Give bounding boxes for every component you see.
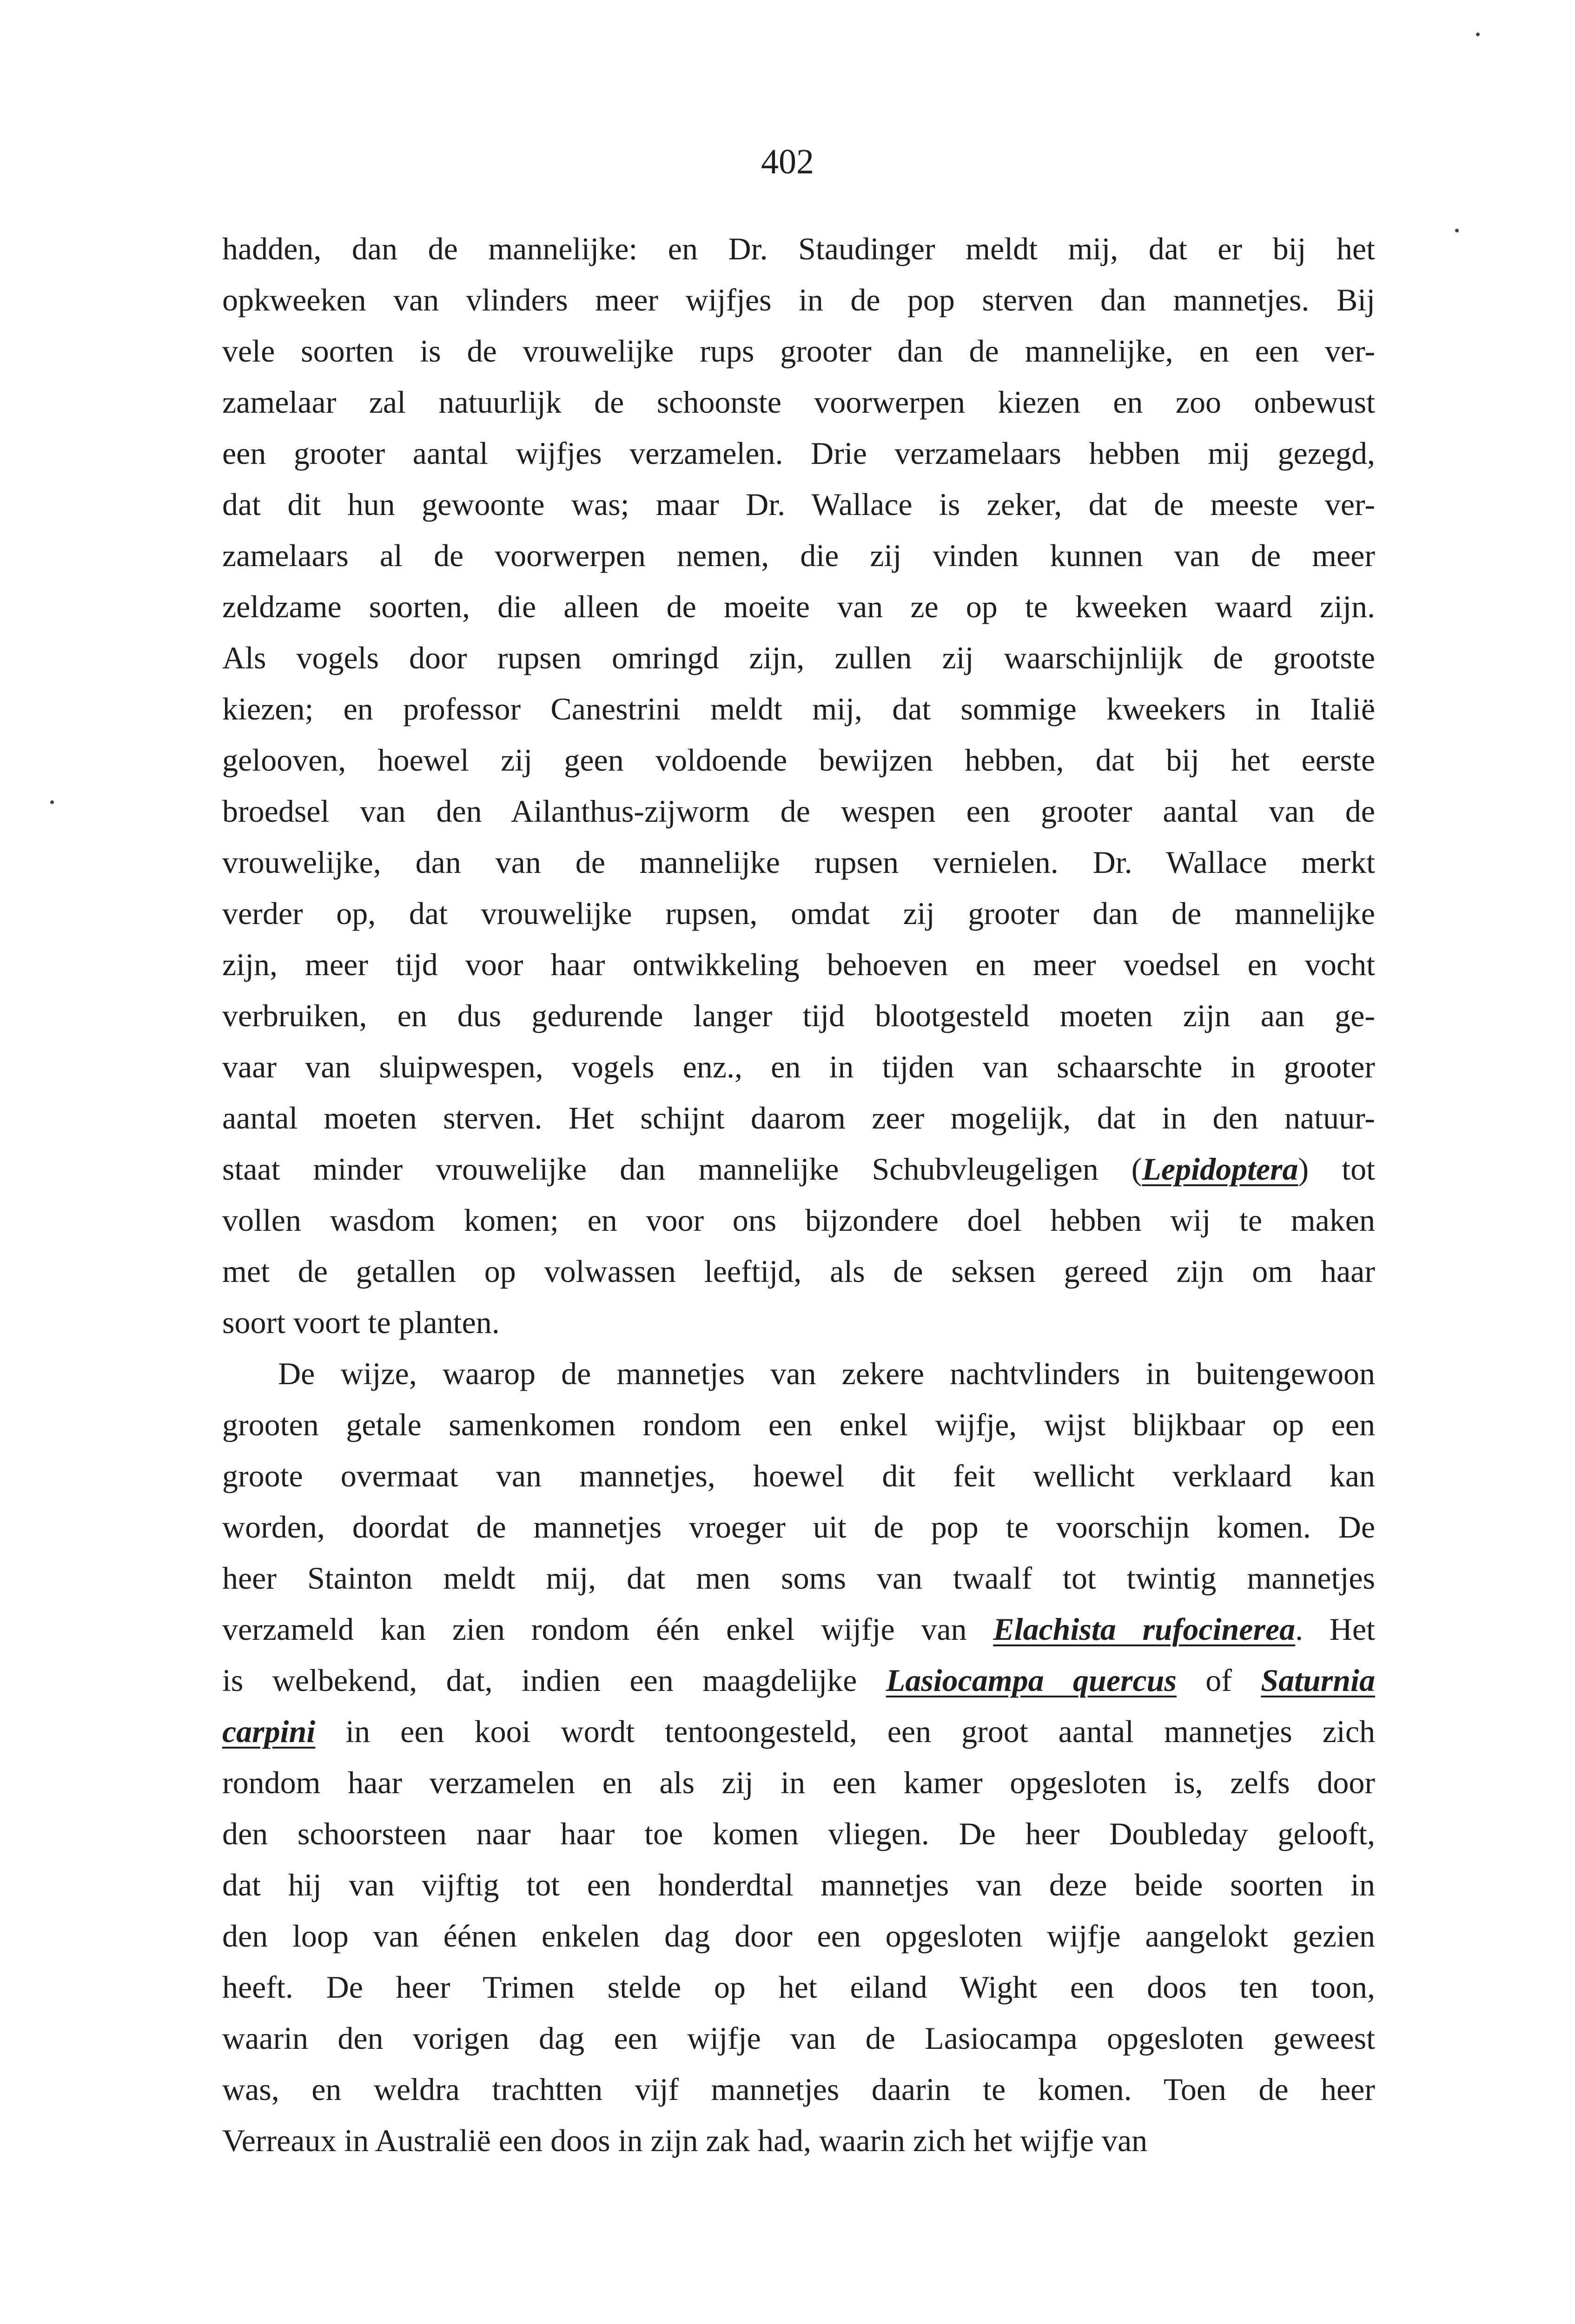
text-line	[222, 1092, 1375, 1143]
text-segment: of	[1176, 1663, 1261, 1698]
text-segment: De wijze, waarop de mannetjes van zekere nachtvlinders in buitengewoon	[278, 1356, 1375, 1391]
text-line	[222, 1859, 1375, 1910]
text-line	[222, 2013, 1375, 2064]
text-line	[222, 274, 1375, 325]
species-name: Saturnia	[1261, 1663, 1375, 1698]
text-line	[222, 683, 1375, 734]
text-line	[222, 2115, 1375, 2166]
text-line	[222, 1195, 1375, 1246]
text-segment: groote overmaat van mannetjes, hoewel dit feit wellicht verklaard kan	[222, 1458, 1375, 1493]
paragraph	[222, 1348, 1375, 2166]
text-line	[222, 1757, 1375, 1808]
text-segment: den schoorsteen naar haar toe komen vliegen. De heer Doubleday gelooft,	[222, 1816, 1375, 1851]
text-line	[222, 939, 1375, 990]
text-line	[222, 1143, 1375, 1195]
text-line	[222, 1604, 1375, 1655]
text-segment: zeldzame soorten, die alleen de moeite van ze op te kweeken waard zijn.	[222, 589, 1375, 624]
text-line	[222, 376, 1375, 428]
text-segment: dat hij van vijftig tot een honderdtal mannetjes van deze beide soorten in	[222, 1867, 1375, 1902]
text-line	[222, 1450, 1375, 1501]
text-line	[222, 325, 1375, 376]
text-segment: was, en weldra trachtten vijf mannetjes daarin te komen. Toen de heer	[222, 2072, 1375, 2107]
body-text	[222, 223, 1375, 2166]
text-line	[222, 632, 1375, 683]
text-segment: Als vogels door rupsen omringd zijn, zullen zij waarschijnlijk de grootste	[222, 640, 1375, 675]
text-segment: vollen wasdom komen; en voor ons bijzondere doel hebben wij te maken	[222, 1202, 1375, 1238]
text-segment: ) tot	[1298, 1151, 1375, 1187]
species-name: Elachista rufocinerea	[993, 1611, 1296, 1647]
text-line	[222, 1808, 1375, 1859]
text-line	[222, 1399, 1375, 1450]
paragraph	[222, 223, 1375, 1348]
text-segment: vrouwelijke, dan van de mannelijke rupsen vernielen. Dr. Wallace merkt	[222, 845, 1375, 880]
text-segment: in een kooi wordt tentoongesteld, een groot aantal mannetjes zich	[315, 1714, 1375, 1749]
text-line	[222, 2064, 1375, 2115]
text-line	[222, 428, 1375, 479]
text-segment: rondom haar verzamelen en als zij in een kamer opgesloten is, zelfs door	[222, 1765, 1375, 1800]
text-segment: heer Stainton meldt mij, dat men soms van twaalf tot twintig mannetjes	[222, 1560, 1375, 1596]
species-name: carpini	[222, 1714, 316, 1749]
text-line	[222, 1297, 1375, 1348]
text-segment: den loop van éénen enkelen dag door een opgesloten wijfje aangelokt gezien	[222, 1918, 1375, 1954]
text-segment: verzameld kan zien rondom één enkel wijfje van	[222, 1611, 993, 1647]
scan-speck	[1455, 229, 1459, 232]
text-line	[222, 786, 1375, 837]
scan-speck	[50, 800, 54, 804]
text-segment: kiezen; en professor Canestrini meldt mij, dat sommige kweekers in Italië	[222, 691, 1375, 726]
text-segment: vele soorten is de vrouwelijke rups grooter dan de mannelijke, en een ver-	[222, 333, 1375, 369]
text-segment: waarin den vorigen dag een wijfje van de Lasiocampa opgesloten geweest	[222, 2020, 1375, 2056]
text-segment: verder op, dat vrouwelijke rupsen, omdat zij grooter dan de mannelijke	[222, 896, 1375, 931]
text-segment: worden, doordat de mannetjes vroeger uit de pop te voorschijn komen. De	[222, 1509, 1375, 1545]
text-segment: zamelaars al de voorwerpen nemen, die zij vinden kunnen van de meer	[222, 538, 1375, 573]
text-segment: een grooter aantal wijfjes verzamelen. Drie verzamelaars hebben mij gezegd,	[222, 436, 1375, 471]
text-segment: dat dit hun gewoonte was; maar Dr. Wallace is zeker, dat de meeste ver-	[222, 487, 1375, 522]
text-line	[222, 1910, 1375, 1961]
text-segment: soort voort te planten.	[222, 1305, 500, 1340]
text-line	[222, 1501, 1375, 1552]
text-segment: grooten getale samenkomen rondom een enkel wijfje, wijst blijkbaar op een	[222, 1407, 1375, 1442]
text-line	[222, 1552, 1375, 1604]
text-segment: gelooven, hoewel zij geen voldoende bewijzen hebben, dat bij het eerste	[222, 742, 1375, 778]
text-segment: heeft. De heer Trimen stelde op het eiland Wight een doos ten toon,	[222, 1969, 1375, 2005]
text-line	[222, 1246, 1375, 1297]
text-segment: is welbekend, dat, indien een maagdelijke	[222, 1663, 886, 1698]
text-line	[222, 990, 1375, 1041]
text-segment: zamelaar zal natuurlijk de schoonste voorwerpen kiezen en zoo onbewust	[222, 384, 1375, 420]
species-name: Lasiocampa quercus	[886, 1663, 1177, 1698]
text-line	[222, 888, 1375, 939]
text-segment: hadden, dan de mannelijke: en Dr. Staudinger meldt mij, dat er bij het	[222, 231, 1375, 266]
text-line	[222, 479, 1375, 530]
text-segment: verbruiken, en dus gedurende langer tijd blootgesteld moeten zijn aan ge-	[222, 998, 1375, 1033]
text-line	[222, 530, 1375, 581]
text-line	[222, 1706, 1375, 1757]
text-line	[222, 1961, 1375, 2013]
scan-speck	[1476, 33, 1480, 36]
text-segment: met de getallen op volwassen leeftijd, als de seksen gereed zijn om haar	[222, 1254, 1375, 1289]
page-number: 402	[761, 142, 814, 181]
text-segment: zijn, meer tijd voor haar ontwikkeling behoeven en meer voedsel en vocht	[222, 947, 1375, 982]
text-line	[222, 1041, 1375, 1092]
text-segment: staat minder vrouwelijke dan mannelijke Schubvleugeligen (	[222, 1151, 1142, 1187]
text-line	[222, 581, 1375, 632]
text-line	[222, 223, 1375, 274]
text-segment: broedsel van den Ailanthus-zijworm de wespen een grooter aantal van de	[222, 793, 1375, 829]
text-segment: . Het	[1295, 1611, 1376, 1647]
text-line	[222, 1655, 1375, 1706]
text-segment: aantal moeten sterven. Het schijnt daarom zeer mogelijk, dat in den natuur-	[222, 1100, 1375, 1136]
text-line	[222, 734, 1375, 786]
text-segment: Verreaux in Australië een doos in zijn zak had, waarin zich het wijfje van	[222, 2123, 1148, 2158]
species-name: Lepidoptera	[1142, 1151, 1298, 1187]
text-line	[222, 1348, 1375, 1399]
text-segment: vaar van sluipwespen, vogels enz., en in tijden van schaarschte in grooter	[222, 1049, 1375, 1084]
text-line	[222, 837, 1375, 888]
text-segment: opkweeken van vlinders meer wijfjes in de pop sterven dan mannetjes. Bij	[222, 282, 1375, 317]
